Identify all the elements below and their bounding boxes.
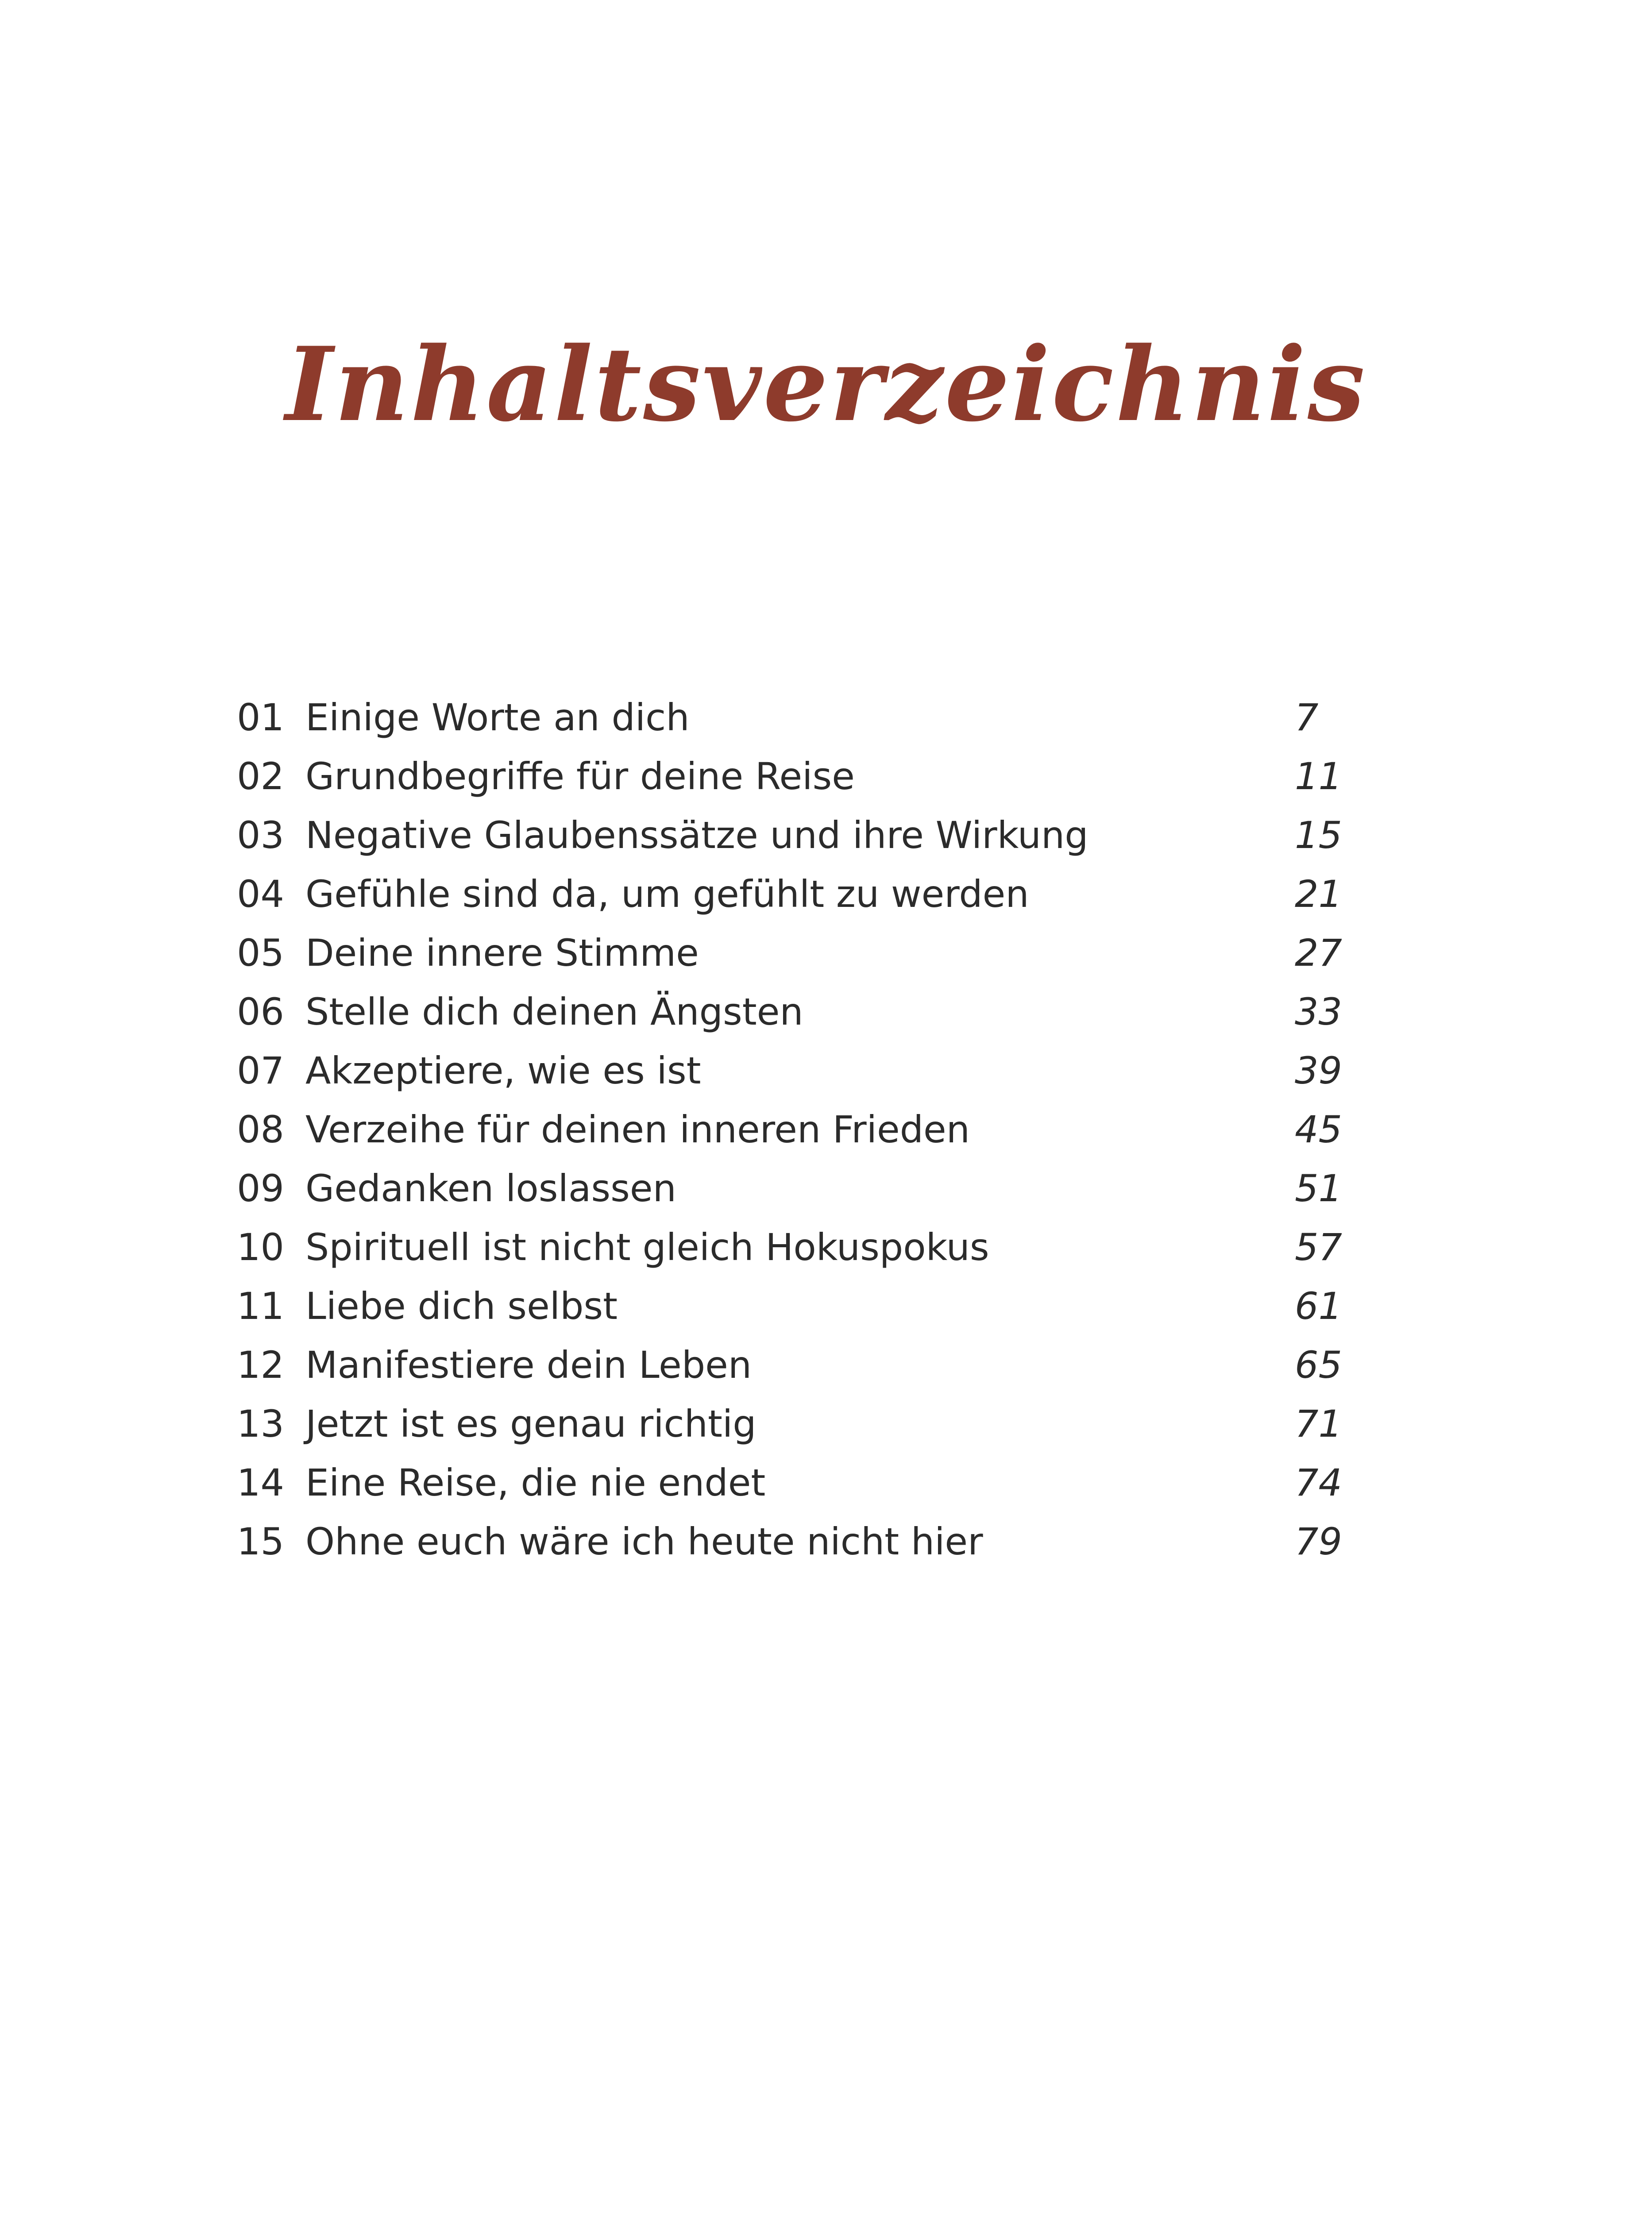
toc-entry-page: 61 <box>1295 1284 1342 1328</box>
toc-entry-title: Spirituell ist nicht gleich Hokuspokus <box>305 1226 989 1269</box>
toc-entry-page: 39 <box>1295 1049 1342 1092</box>
toc-entry-number: 06 <box>237 990 284 1033</box>
table-of-contents <box>237 688 1352 1571</box>
toc-entry[interactable] <box>237 1159 1352 1218</box>
toc-entry-title: Gedanken loslassen <box>305 1167 676 1210</box>
toc-entry-page: 15 <box>1295 813 1342 857</box>
toc-entry-page: 65 <box>1295 1343 1342 1387</box>
toc-entry-title: Grundbegriffe für deine Reise <box>305 755 855 798</box>
toc-entry-page: 51 <box>1295 1167 1342 1210</box>
toc-entry-title: Manifestiere dein Leben <box>305 1343 752 1387</box>
toc-entry[interactable] <box>237 1041 1352 1100</box>
toc-entry-page: 79 <box>1295 1520 1342 1563</box>
toc-entry-number: 07 <box>237 1049 284 1092</box>
toc-entry[interactable] <box>237 1512 1352 1571</box>
toc-entry[interactable] <box>237 1453 1352 1512</box>
toc-entry-page: 7 <box>1295 696 1319 739</box>
toc-entry-title: Stelle dich deinen Ängsten <box>305 990 803 1033</box>
toc-entry-number: 14 <box>237 1461 284 1504</box>
toc-entry[interactable] <box>237 806 1352 865</box>
toc-entry[interactable] <box>237 747 1352 806</box>
toc-entry-number: 13 <box>237 1402 284 1446</box>
toc-entry-page: 74 <box>1295 1461 1342 1504</box>
toc-entry-number: 01 <box>237 696 284 739</box>
toc-entry-title: Eine Reise, die nie endet <box>305 1461 766 1504</box>
toc-entry-page: 21 <box>1295 872 1342 916</box>
toc-entry[interactable] <box>237 983 1352 1041</box>
toc-entry-number: 10 <box>237 1226 284 1269</box>
toc-entry[interactable] <box>237 1100 1352 1159</box>
toc-entry-title: Gefühle sind da, um gefühlt zu werden <box>305 872 1029 916</box>
toc-entry-title: Ohne euch wäre ich heute nicht hier <box>305 1520 983 1563</box>
toc-entry-number: 02 <box>237 755 284 798</box>
toc-entry-page: 27 <box>1295 931 1342 975</box>
toc-entry-page: 71 <box>1295 1402 1342 1446</box>
toc-entry-title: Einige Worte an dich <box>305 696 690 739</box>
toc-entry[interactable] <box>237 1336 1352 1395</box>
toc-entry-title: Akzeptiere, wie es ist <box>305 1049 701 1092</box>
toc-entry-number: 15 <box>237 1520 284 1563</box>
toc-entry-title: Liebe dich selbst <box>305 1284 618 1328</box>
page-title: Inhaltsverzeichnis <box>285 325 1367 445</box>
toc-entry-title: Deine innere Stimme <box>305 931 699 975</box>
toc-entry-number: 08 <box>237 1108 284 1151</box>
toc-entry-title: Jetzt ist es genau richtig <box>305 1402 757 1446</box>
toc-entry[interactable] <box>237 865 1352 924</box>
toc-entry-number: 11 <box>237 1284 284 1328</box>
toc-entry-title: Verzeihe für deinen inneren Frieden <box>305 1108 970 1151</box>
toc-entry-page: 45 <box>1295 1108 1342 1151</box>
toc-entry-number: 12 <box>237 1343 284 1387</box>
toc-entry-number: 04 <box>237 872 284 916</box>
toc-entry-number: 05 <box>237 931 284 975</box>
toc-entry-page: 33 <box>1295 990 1342 1033</box>
toc-entry[interactable] <box>237 688 1352 747</box>
toc-entry-page: 57 <box>1295 1226 1342 1269</box>
toc-entry[interactable] <box>237 1277 1352 1336</box>
toc-entry-title: Negative Glaubenssätze und ihre Wirkung <box>305 813 1088 857</box>
toc-entry-number: 09 <box>237 1167 284 1210</box>
toc-entry-page: 11 <box>1295 755 1342 798</box>
toc-entry-number: 03 <box>237 813 284 857</box>
toc-entry[interactable] <box>237 1395 1352 1453</box>
toc-entry[interactable] <box>237 1218 1352 1277</box>
toc-entry[interactable] <box>237 924 1352 983</box>
